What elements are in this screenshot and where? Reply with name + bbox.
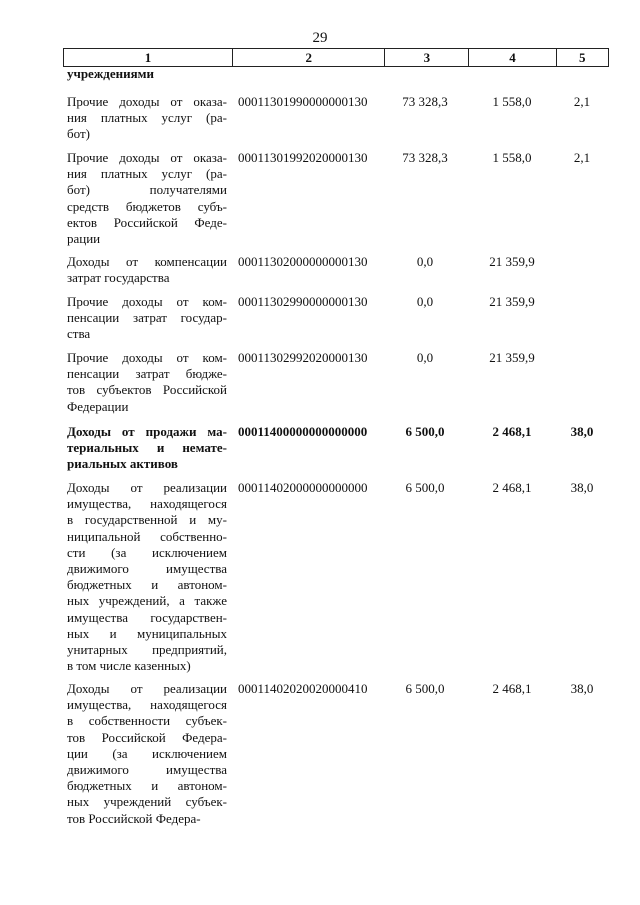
row-label-line: в собственности субъек- bbox=[67, 713, 227, 729]
row-code: 00011302000000000130 bbox=[238, 254, 368, 269]
column-header-5: 5 bbox=[556, 49, 609, 67]
row-value-col5: 38,0 bbox=[570, 681, 594, 696]
row-value-col3: 0,0 bbox=[416, 294, 434, 309]
row-value-col4: 1 558,0 bbox=[492, 94, 532, 109]
row-value-col4: 2 468,1 bbox=[492, 681, 532, 696]
row-label-line: ектов Российской Феде- bbox=[67, 214, 227, 230]
row-value-col4: 21 359,9 bbox=[489, 294, 535, 309]
row-value-col3: 6 500,0 bbox=[405, 681, 445, 696]
row-value-col3: 0,0 bbox=[416, 350, 434, 365]
row-code: 00011302992020000130 bbox=[238, 350, 368, 365]
row-code: 00011402020020000410 bbox=[238, 681, 368, 696]
row-label bbox=[67, 66, 227, 82]
row-label-line: Доходы от компенсации bbox=[67, 254, 227, 269]
row-label-line: Прочие доходы от оказа- bbox=[67, 150, 227, 165]
row-code: 00011302990000000130 bbox=[238, 294, 368, 309]
row-label-line: Доходы от реализации bbox=[67, 480, 227, 495]
row-label-line: бот) получателями bbox=[67, 182, 227, 198]
row-label-line: пенсации затрат государ- bbox=[67, 310, 227, 326]
row-value-col5: 38,0 bbox=[570, 480, 594, 495]
row-label-line: в государственной и му- bbox=[67, 512, 227, 528]
row-value-col3: 73 328,3 bbox=[402, 94, 448, 109]
row-label bbox=[67, 254, 227, 286]
row-value-col4: 2 468,1 bbox=[492, 424, 532, 439]
row-label-line: учреждениями bbox=[67, 66, 154, 81]
row-label-line: тов субъектов Российской bbox=[67, 382, 227, 398]
row-label-line: Федерации bbox=[67, 398, 129, 414]
row-label-line: рации bbox=[67, 231, 101, 247]
row-value-col3: 6 500,0 bbox=[405, 480, 445, 495]
row-label-line: Прочие доходы от оказа- bbox=[67, 94, 227, 109]
row-label-line: Доходы от продажи ма- bbox=[67, 424, 227, 439]
row-label-line: затрат государства bbox=[67, 270, 170, 286]
row-label-line: бот) bbox=[67, 126, 90, 142]
row-label-line: ных учреждений субъек- bbox=[67, 794, 227, 810]
column-header-4: 4 bbox=[469, 49, 556, 67]
row-label-line: в том числе казенных) bbox=[67, 658, 191, 674]
row-label-line: бюджетных и автоном- bbox=[67, 577, 227, 593]
row-value-col4: 2 468,1 bbox=[492, 480, 532, 495]
row-code: 00011402000000000000 bbox=[238, 480, 368, 495]
row-label bbox=[67, 94, 227, 143]
row-label-line: ния платных услуг (ра- bbox=[67, 110, 227, 126]
row-label bbox=[67, 150, 227, 247]
row-label-line: ния платных услуг (ра- bbox=[67, 166, 227, 182]
row-label bbox=[67, 681, 227, 827]
row-label-line: имущества, находящегося bbox=[67, 496, 227, 512]
row-label-line: средств бюджетов субъ- bbox=[67, 198, 227, 214]
row-value-col5: 2,1 bbox=[573, 94, 591, 109]
row-label-line: имущества государствен- bbox=[67, 609, 227, 625]
row-value-col4: 21 359,9 bbox=[489, 350, 535, 365]
column-header-table bbox=[63, 48, 609, 67]
column-header-row bbox=[64, 49, 609, 67]
row-value-col3: 0,0 bbox=[416, 254, 434, 269]
row-value-col4: 1 558,0 bbox=[492, 150, 532, 165]
row-label-line: ниципальной собственно- bbox=[67, 528, 227, 544]
row-value-col3: 73 328,3 bbox=[402, 150, 448, 165]
row-value-col5: 38,0 bbox=[570, 424, 594, 439]
row-label-line: унитарных предприятий, bbox=[67, 642, 227, 658]
row-label bbox=[67, 350, 227, 415]
row-label-line: ции (за исключением bbox=[67, 745, 227, 761]
row-label-line: риальных активов bbox=[67, 456, 178, 472]
row-label-line: пенсации затрат бюдже- bbox=[67, 366, 227, 382]
row-code: 00011301992020000130 bbox=[238, 150, 368, 165]
row-label-line: Прочие доходы от ком- bbox=[67, 294, 227, 309]
row-label-line: движимого имущества bbox=[67, 561, 227, 577]
row-label bbox=[67, 480, 227, 674]
row-label-line: тов Российской Федера- bbox=[67, 810, 201, 826]
row-label-line: ства bbox=[67, 326, 91, 342]
page-number: 29 bbox=[312, 30, 328, 46]
column-header-2: 2 bbox=[233, 49, 385, 67]
row-label-line: имущества, находящегося bbox=[67, 697, 227, 713]
row-label-line: движимого имущества bbox=[67, 762, 227, 778]
row-label-line: бюджетных и автоном- bbox=[67, 778, 227, 794]
column-header-1: 1 bbox=[64, 49, 233, 67]
row-label-line: ных и муниципальных bbox=[67, 625, 227, 641]
row-value-col3: 6 500,0 bbox=[405, 424, 445, 439]
row-value-col4: 21 359,9 bbox=[489, 254, 535, 269]
row-value-col5: 2,1 bbox=[573, 150, 591, 165]
row-label-line: териальных и немате- bbox=[67, 440, 227, 456]
row-code: 00011301990000000130 bbox=[238, 94, 368, 109]
row-label-line: Доходы от реализации bbox=[67, 681, 227, 696]
row-label bbox=[67, 294, 227, 343]
row-label-line: Прочие доходы от ком- bbox=[67, 350, 227, 365]
row-label-line: тов Российской Федера- bbox=[67, 729, 227, 745]
row-label bbox=[67, 424, 227, 473]
row-label-line: сти (за исключением bbox=[67, 544, 227, 560]
row-code: 00011400000000000000 bbox=[238, 424, 368, 439]
column-header-3: 3 bbox=[385, 49, 469, 67]
row-label-line: ных учреждений, а также bbox=[67, 593, 227, 609]
